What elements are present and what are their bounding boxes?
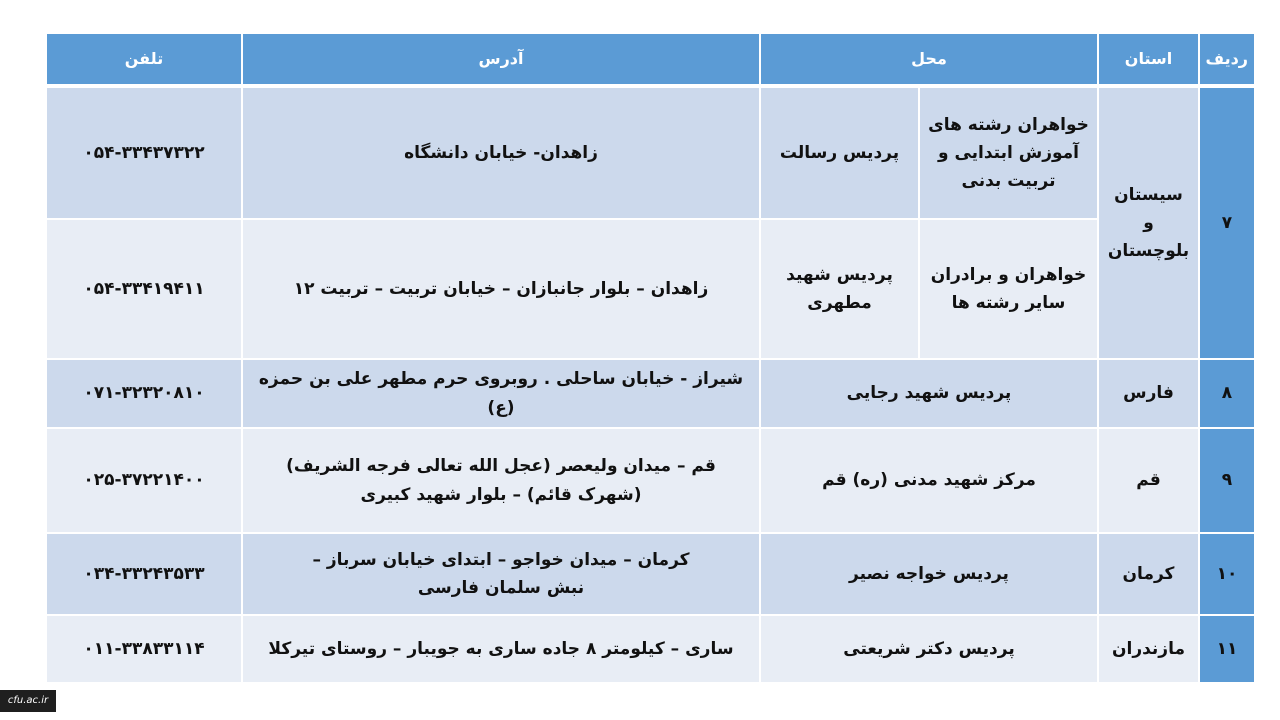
- campus-cell: پردیس خواجه نصیر: [760, 533, 1098, 615]
- phone-cell: ۰۷۱-۳۲۳۲۰۸۱۰: [46, 359, 242, 428]
- campus-cell: مرکز شهید مدنی (ره) قم: [760, 428, 1098, 533]
- table-row: [46, 533, 1255, 615]
- table-row: [46, 428, 1255, 533]
- group-line: آموزش ابتدایی و: [937, 142, 1080, 163]
- address-cell: [242, 86, 760, 219]
- group-cell: [919, 86, 1098, 219]
- campus-cell: پردیس شهید رجایی: [760, 359, 1098, 428]
- phone-cell: ۰۱۱-۳۳۸۳۳۱۱۴: [46, 615, 242, 683]
- table-row: [46, 615, 1255, 683]
- header-location: محل: [760, 33, 1098, 86]
- header-row: [46, 33, 1255, 86]
- campus-cell: پردیس دکتر شریعتی: [760, 615, 1098, 683]
- phone-cell: ۰۲۵-۳۷۲۲۱۴۰۰: [46, 428, 242, 533]
- address-cell: [242, 533, 760, 615]
- watermark-logo: cfu.ac.ir: [0, 690, 56, 712]
- address-cell: [242, 428, 760, 533]
- group-line: تربیت بدنی: [961, 171, 1056, 192]
- row-number: ۷: [1199, 86, 1255, 359]
- header-row-number: ردیف: [1199, 33, 1255, 86]
- group-line: خواهران رشته های: [928, 114, 1089, 135]
- table-row: [46, 86, 1255, 219]
- address-line: شیراز - خیابان ساحلی . روبروی حرم مطهر علی بن حمزه (ع): [258, 369, 744, 418]
- table-row: [46, 359, 1255, 428]
- campus-address-table: [45, 32, 1256, 684]
- address-line: زاهدان – بلوار جانبازان – خیابان تربیت – تربیت ۱۲: [293, 278, 709, 299]
- address-cell: [242, 219, 760, 359]
- address-line: (شهرک قائم) – بلوار شهید کبیری: [360, 484, 642, 505]
- address-cell: [242, 615, 760, 683]
- address-line: ساری – کیلومتر ۸ جاده ساری به جویبار – روستای تیرکلا: [268, 638, 734, 659]
- row-number: ۱۱: [1199, 615, 1255, 683]
- province-cell: فارس: [1098, 359, 1199, 428]
- group-line: خواهران و برادران: [930, 264, 1087, 285]
- address-line: زاهدان- خیابان دانشگاه: [404, 142, 598, 163]
- table-row: [46, 219, 1255, 359]
- address-line: نبش سلمان فارسی: [417, 578, 585, 598]
- header-phone: تلفن: [46, 33, 242, 86]
- campus-line: مطهری: [807, 293, 872, 313]
- address-line: قم – میدان ولیعصر (عجل الله تعالی فرجه الشریف): [286, 456, 716, 477]
- campus-line: پردیس شهید: [786, 264, 893, 285]
- address-cell: [242, 359, 760, 428]
- row-number: ۱۰: [1199, 533, 1255, 615]
- group-line: سایر رشته ها: [951, 293, 1066, 313]
- province-cell: مازندران: [1098, 615, 1199, 683]
- header-province: استان: [1098, 33, 1199, 86]
- campus-cell: [760, 86, 919, 219]
- group-cell: [919, 219, 1098, 359]
- phone-cell: ۰۵۴-۳۳۴۱۹۴۱۱: [46, 219, 242, 359]
- header-address: آدرس: [242, 33, 760, 86]
- province-line: بلوچستان: [1107, 241, 1190, 262]
- row-number: ۸: [1199, 359, 1255, 428]
- province-line: سیستان: [1114, 184, 1183, 205]
- province-cell: [1098, 86, 1199, 359]
- phone-cell: ۰۵۴-۳۳۴۳۷۳۲۲: [46, 86, 242, 219]
- campus-cell: [760, 219, 919, 359]
- address-line: کرمان – میدان خواجو – ابتدای خیابان سرباز –: [312, 549, 690, 570]
- campus-line: پردیس رسالت: [779, 142, 900, 163]
- province-cell: قم: [1098, 428, 1199, 533]
- phone-cell: ۰۳۴-۳۳۲۴۳۵۳۳: [46, 533, 242, 615]
- province-cell: کرمان: [1098, 533, 1199, 615]
- province-line: و: [1143, 212, 1154, 233]
- row-number: ۹: [1199, 428, 1255, 533]
